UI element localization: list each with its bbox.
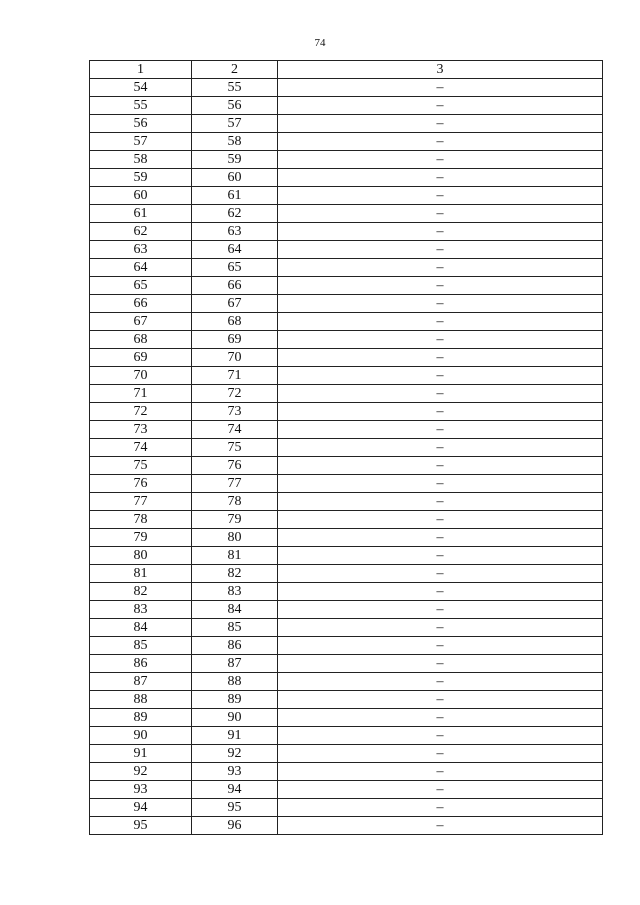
table-cell-col-3: – [278,529,603,547]
table-cell-col-1: 62 [90,223,192,241]
table-cell-col-2: 68 [192,313,278,331]
table-cell-col-2: 55 [192,79,278,97]
table-cell-col-3: – [278,277,603,295]
table-cell-col-3: – [278,97,603,115]
table-row [90,295,603,313]
table-cell-col-1: 65 [90,277,192,295]
table-cell-col-1: 56 [90,115,192,133]
table-cell-col-2: 69 [192,331,278,349]
table-row [90,223,603,241]
table-cell-col-2: 73 [192,403,278,421]
table-cell-col-1: 68 [90,331,192,349]
table-cell-col-2: 56 [192,97,278,115]
table-cell-col-1: 79 [90,529,192,547]
table-cell-col-2: 74 [192,421,278,439]
table-row [90,709,603,727]
table-row [90,655,603,673]
table-cell-col-3: – [278,475,603,493]
table-header [90,61,603,79]
table-row [90,799,603,817]
table-cell-col-2: 75 [192,439,278,457]
table-cell-col-1: 74 [90,439,192,457]
table-cell-col-2: 94 [192,781,278,799]
table-cell-col-3: – [278,439,603,457]
table-cell-col-1: 78 [90,511,192,529]
table-cell-col-1: 69 [90,349,192,367]
table-cell-col-3: – [278,403,603,421]
table-cell-col-1: 89 [90,709,192,727]
table-row [90,781,603,799]
table-row [90,817,603,835]
table-row [90,511,603,529]
table-cell-col-1: 75 [90,457,192,475]
table-cell-col-1: 61 [90,205,192,223]
table-row [90,205,603,223]
table-cell-col-3: – [278,511,603,529]
table-cell-col-1: 86 [90,655,192,673]
table-cell-col-3: – [278,367,603,385]
table-cell-col-1: 91 [90,745,192,763]
table-cell-col-2: 91 [192,727,278,745]
table-cell-col-3: – [278,79,603,97]
table-cell-col-1: 82 [90,583,192,601]
table-row [90,745,603,763]
table-cell-col-3: – [278,421,603,439]
table-row [90,691,603,709]
table-row [90,475,603,493]
table-cell-col-2: 93 [192,763,278,781]
table-cell-col-3: – [278,169,603,187]
table-cell-col-3: – [278,205,603,223]
table-cell-col-1: 90 [90,727,192,745]
column-header-1: 1 [90,61,192,79]
table-row [90,259,603,277]
table-cell-col-3: – [278,457,603,475]
table-body [90,79,603,835]
table-cell-col-1: 59 [90,169,192,187]
table-row [90,349,603,367]
table-cell-col-2: 96 [192,817,278,835]
table-row [90,637,603,655]
table-cell-col-3: – [278,241,603,259]
table-cell-col-1: 85 [90,637,192,655]
table-row [90,115,603,133]
table-cell-col-3: – [278,133,603,151]
table-cell-col-2: 57 [192,115,278,133]
table-row [90,313,603,331]
column-header-3: 3 [278,61,603,79]
table-cell-col-2: 67 [192,295,278,313]
table-cell-col-3: – [278,673,603,691]
table-cell-col-3: – [278,151,603,169]
table-row [90,403,603,421]
table-row [90,619,603,637]
header-row [90,61,603,79]
table-cell-col-3: – [278,601,603,619]
table-row [90,601,603,619]
table-cell-col-3: – [278,223,603,241]
table-cell-col-3: – [278,745,603,763]
table-cell-col-2: 72 [192,385,278,403]
table-cell-col-1: 58 [90,151,192,169]
table-cell-col-2: 58 [192,133,278,151]
table-cell-col-2: 87 [192,655,278,673]
table-cell-col-2: 66 [192,277,278,295]
table-row [90,367,603,385]
table-row [90,457,603,475]
table-cell-col-3: – [278,349,603,367]
table-row [90,547,603,565]
table-cell-col-1: 92 [90,763,192,781]
table-row [90,79,603,97]
table-cell-col-2: 76 [192,457,278,475]
table-row [90,151,603,169]
table-cell-col-2: 60 [192,169,278,187]
table-cell-col-2: 88 [192,673,278,691]
table-cell-col-2: 82 [192,565,278,583]
table-row [90,421,603,439]
page-number: 74 [314,37,326,49]
table-cell-col-2: 79 [192,511,278,529]
table-cell-col-2: 80 [192,529,278,547]
table-cell-col-2: 70 [192,349,278,367]
table-cell-col-1: 63 [90,241,192,259]
table-cell-col-1: 73 [90,421,192,439]
table-cell-col-2: 62 [192,205,278,223]
data-table [89,60,603,835]
table-cell-col-1: 84 [90,619,192,637]
table-cell-col-2: 61 [192,187,278,205]
table-cell-col-3: – [278,583,603,601]
table-cell-col-3: – [278,799,603,817]
table-cell-col-3: – [278,547,603,565]
table-cell-col-3: – [278,781,603,799]
table-cell-col-2: 63 [192,223,278,241]
table-cell-col-1: 76 [90,475,192,493]
table-row [90,187,603,205]
table-cell-col-2: 77 [192,475,278,493]
table-cell-col-3: – [278,763,603,781]
table-cell-col-1: 83 [90,601,192,619]
table-cell-col-3: – [278,817,603,835]
table-cell-col-1: 54 [90,79,192,97]
table-row [90,493,603,511]
table-cell-col-3: – [278,187,603,205]
table-row [90,331,603,349]
table-cell-col-1: 64 [90,259,192,277]
table-row [90,241,603,259]
table-cell-col-1: 77 [90,493,192,511]
table-cell-col-2: 81 [192,547,278,565]
table-cell-col-3: – [278,313,603,331]
table-cell-col-3: – [278,691,603,709]
table-row [90,529,603,547]
table-cell-col-2: 92 [192,745,278,763]
table-cell-col-3: – [278,295,603,313]
table-row [90,565,603,583]
table-cell-col-1: 67 [90,313,192,331]
table-row [90,97,603,115]
table-cell-col-3: – [278,385,603,403]
table-row [90,583,603,601]
table-row [90,727,603,745]
table-cell-col-2: 84 [192,601,278,619]
table-cell-col-1: 94 [90,799,192,817]
table-row [90,169,603,187]
table-cell-col-1: 80 [90,547,192,565]
table-cell-col-3: – [278,331,603,349]
table-cell-col-3: – [278,115,603,133]
table-cell-col-1: 88 [90,691,192,709]
table-cell-col-1: 93 [90,781,192,799]
table-row [90,763,603,781]
table-cell-col-1: 70 [90,367,192,385]
table-cell-col-1: 95 [90,817,192,835]
table-cell-col-2: 85 [192,619,278,637]
table-cell-col-3: – [278,619,603,637]
table-cell-col-2: 59 [192,151,278,169]
table-cell-col-1: 72 [90,403,192,421]
table-cell-col-1: 57 [90,133,192,151]
table-cell-col-2: 83 [192,583,278,601]
table-cell-col-1: 71 [90,385,192,403]
table-cell-col-1: 55 [90,97,192,115]
table-cell-col-3: – [278,727,603,745]
table-cell-col-3: – [278,259,603,277]
table-cell-col-1: 81 [90,565,192,583]
table-cell-col-3: – [278,565,603,583]
table-cell-col-1: 60 [90,187,192,205]
table-cell-col-3: – [278,493,603,511]
table-cell-col-3: – [278,655,603,673]
table-cell-col-3: – [278,709,603,727]
table-cell-col-3: – [278,637,603,655]
table-row [90,439,603,457]
table-cell-col-1: 66 [90,295,192,313]
table-cell-col-2: 71 [192,367,278,385]
table-row [90,277,603,295]
table-row [90,673,603,691]
table-cell-col-2: 78 [192,493,278,511]
table-row [90,385,603,403]
column-header-2: 2 [192,61,278,79]
table-row [90,133,603,151]
table-cell-col-1: 87 [90,673,192,691]
table-cell-col-2: 89 [192,691,278,709]
table-cell-col-2: 86 [192,637,278,655]
table-cell-col-2: 95 [192,799,278,817]
table-cell-col-2: 90 [192,709,278,727]
table-cell-col-2: 65 [192,259,278,277]
table-cell-col-2: 64 [192,241,278,259]
